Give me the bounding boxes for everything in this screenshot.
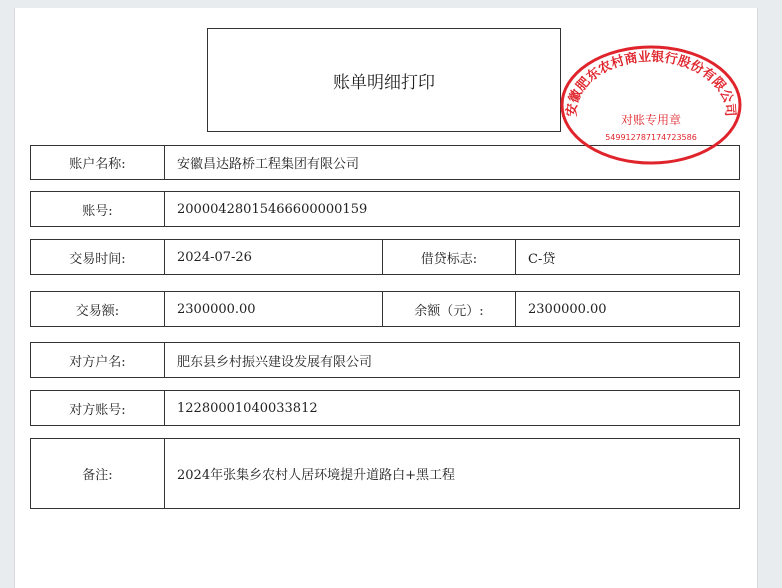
seal-purpose: 对账专用章 xyxy=(620,113,682,127)
account-number-label: 账号: xyxy=(31,192,165,226)
seal-code: 549912787174723586 xyxy=(605,133,697,142)
balance-value: 2300000.00 xyxy=(528,301,607,317)
debit-credit-label: 借贷标志: xyxy=(383,240,516,274)
document-title: 账单明细打印 xyxy=(207,28,561,132)
transaction-time-label: 交易时间: xyxy=(31,240,165,274)
account-number-value: 20000428015466600000159 xyxy=(177,201,368,217)
amount-label: 交易额: xyxy=(31,292,165,326)
debit-credit-value: C-贷 xyxy=(528,251,556,267)
counterparty-account-label: 对方账号: xyxy=(31,391,165,425)
counterparty-name-row xyxy=(30,342,740,378)
counterparty-account-value: 12280001040033812 xyxy=(177,400,318,416)
counterparty-name-value: 肥东县乡村振兴建设发展有限公司 xyxy=(177,354,373,370)
remark-label: 备注: xyxy=(31,439,165,508)
balance-label: 余额（元）: xyxy=(383,292,516,326)
remark-value: 2024年张集乡农村人居环境提升道路白+黑工程 xyxy=(177,468,455,483)
transaction-time-row xyxy=(30,239,740,275)
account-name-label: 账户名称: xyxy=(31,146,165,179)
counterparty-name-label: 对方户名: xyxy=(31,343,165,377)
transaction-time-value: 2024-07-26 xyxy=(165,240,383,274)
seal-bank-name: 安徽肥东农村商业银行股份有限公司 xyxy=(564,49,738,118)
amount-row xyxy=(30,291,740,327)
counterparty-account-row xyxy=(30,390,740,426)
bank-seal-stamp xyxy=(558,43,744,167)
account-number-row xyxy=(30,191,740,227)
account-name-value: 安徽昌达路桥工程集团有限公司 xyxy=(177,157,360,172)
amount-value: 2300000.00 xyxy=(165,292,383,326)
remark-row xyxy=(30,438,740,509)
